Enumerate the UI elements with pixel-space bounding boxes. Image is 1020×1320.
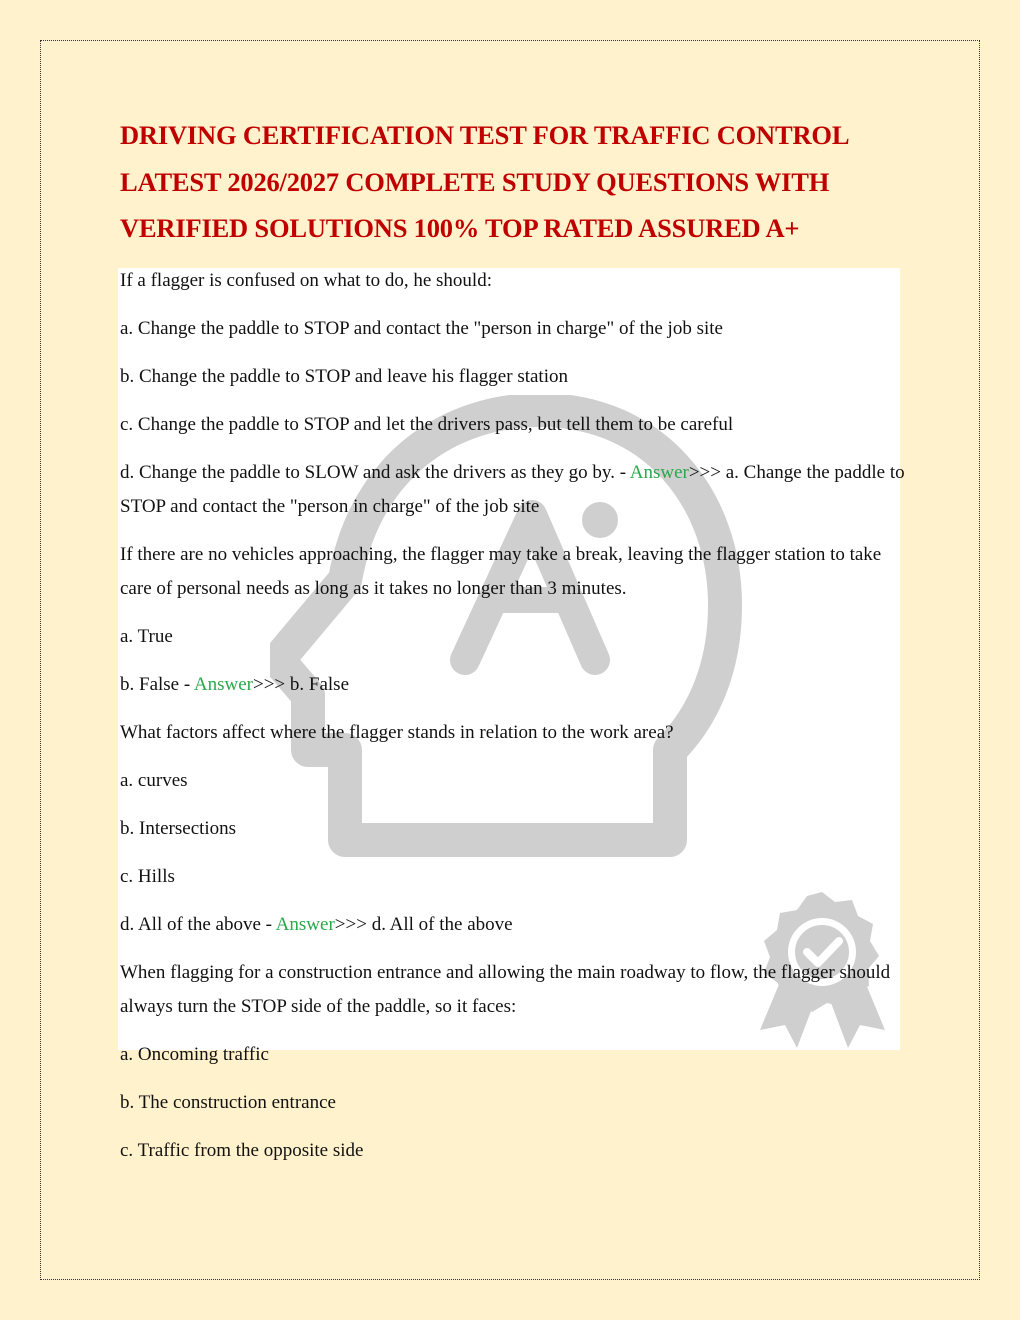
question-3-option-c: c. Hills xyxy=(120,866,175,887)
answer-separator: >>> xyxy=(253,674,290,695)
answer-label: Answer xyxy=(275,914,335,935)
question-2-option-a: a. True xyxy=(120,626,173,647)
question-2-option-b-with-answer xyxy=(120,668,905,702)
question-3-option-a: a. curves xyxy=(120,770,188,791)
question-3-option-b: b. Intersections xyxy=(120,818,237,839)
question-4-option-a: a. Oncoming traffic xyxy=(120,1044,269,1065)
question-list xyxy=(120,264,905,1182)
document-title: DRIVING CERTIFICATION TEST FOR TRAFFIC CONTROL LATEST 2026/2027 COMPLETE STUDY QUESTIONS WITH VERIFIED SOLUTIONS 100% TOP RATED ASSURED A+ xyxy=(120,120,848,243)
question-1-option-b: b. Change the paddle to STOP and leave his flagger station xyxy=(120,366,568,387)
question-3-answer: d. All of the above xyxy=(371,914,513,935)
question-3-option-d-with-answer xyxy=(120,908,905,942)
question-1-answer: a. Change the paddle to STOP and contact the "person in charge" of the job site xyxy=(120,462,905,517)
question-4: When flagging for a construction entrance and allowing the main roadway to flow, the flagger should always turn the STOP side of the paddle, so it faces: xyxy=(120,962,891,1017)
question-4-option-c: c. Traffic from the opposite side xyxy=(120,1140,364,1161)
answer-separator: >>> xyxy=(334,914,372,935)
answer-label: Answer xyxy=(193,674,253,695)
question-1: If a flagger is confused on what to do, he should: xyxy=(120,270,492,291)
question-4-option-b: b. The construction entrance xyxy=(120,1092,336,1113)
question-2-option-b: b. False - xyxy=(120,674,194,695)
question-2-answer: b. False xyxy=(289,674,350,695)
question-2: If there are no vehicles approaching, the flagger may take a break, leaving the flagger station to take care of personal needs as long as it takes no longer than 3 minutes. xyxy=(120,544,882,599)
question-1-option-a: a. Change the paddle to STOP and contact the "person in charge" of the job site xyxy=(120,318,723,339)
question-3-option-d: d. All of the above - xyxy=(120,914,276,935)
answer-label: Answer xyxy=(629,462,689,483)
question-3: What factors affect where the flagger stands in relation to the work area? xyxy=(120,722,674,743)
question-1-option-c: c. Change the paddle to STOP and let the drivers pass, but tell them to be careful xyxy=(120,414,734,435)
answer-separator: >>> xyxy=(688,462,726,483)
question-1-option-d-with-answer xyxy=(120,456,905,524)
question-1-option-d: d. Change the paddle to SLOW and ask the drivers as they go by. - xyxy=(120,462,630,483)
